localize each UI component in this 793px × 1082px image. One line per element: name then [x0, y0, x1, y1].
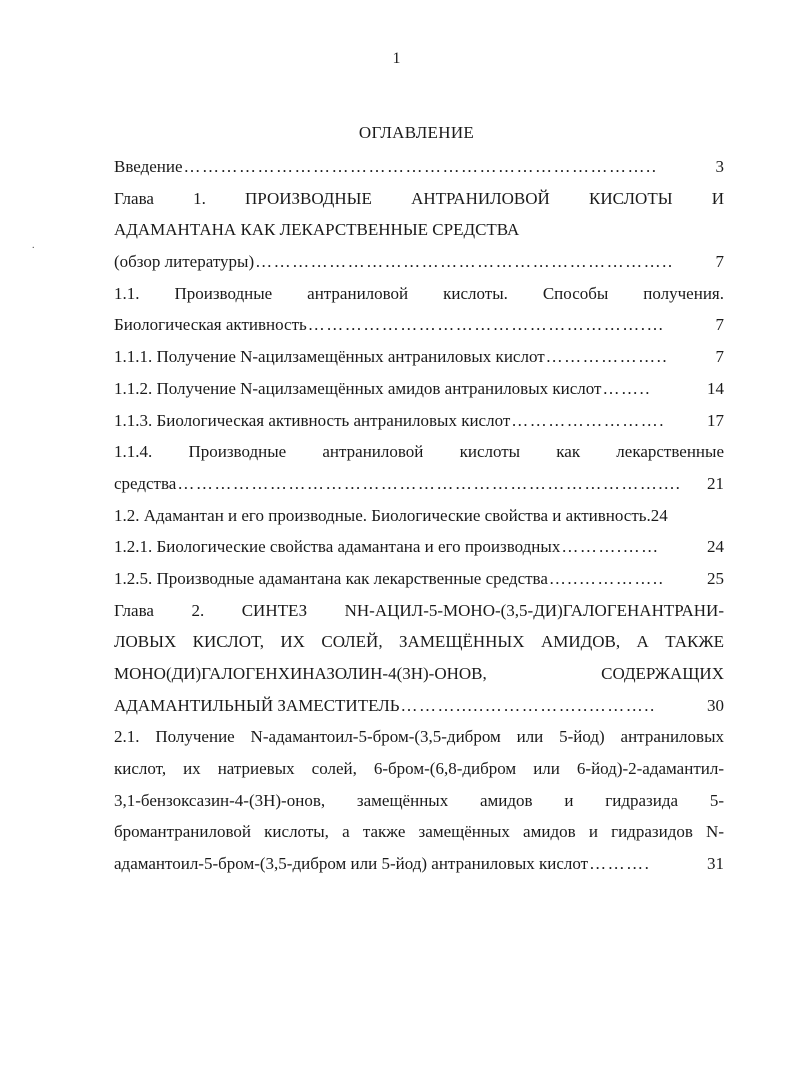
- toc-entry-text: Биологическая активность: [114, 315, 307, 335]
- toc-entry-text: 1.2.5. Производные адамантана как лекарственные средства: [114, 568, 548, 588]
- toc-line: Глава 1. ПРОИЗВОДНЫЕ АНТРАНИЛОВОЙ КИСЛОТЫ И: [114, 188, 724, 208]
- toc-entry-text: 1.1.2. Получение N-ацилзамещённых амидов антраниловых кислот: [114, 378, 602, 398]
- toc-line: [114, 531, 724, 563]
- toc-entry-text: средства: [114, 473, 177, 493]
- toc-dot-leader: ……………………………………………….…: [307, 315, 666, 335]
- toc-entry-text: 1.1.3. Биологическая активность антраниловых кислот: [114, 410, 511, 430]
- toc-line: [114, 690, 724, 722]
- toc-dot-leader: ……………………………………………………………………....: [177, 473, 682, 493]
- toc-page-number: 7: [715, 252, 724, 272]
- toc-line: [114, 468, 724, 500]
- toc-page-number: 25: [707, 568, 724, 588]
- toc-line: [114, 151, 724, 183]
- toc-line: бромантраниловой кислоты, а также замещённых амидов и гидразидов N-: [114, 822, 724, 842]
- toc-line: [114, 246, 724, 278]
- toc-page-number: 7: [715, 347, 724, 367]
- toc-line: 3,1-бензоксазин-4-(3Н)-онов, замещённых амидов и гидразида 5-: [114, 790, 724, 810]
- toc-entry-text: АДАМАНТИЛЬНЫЙ ЗАМЕСТИТЕЛЬ: [114, 695, 400, 715]
- toc-entry-text: Введение: [114, 157, 183, 176]
- toc-dot-leader: …..…………..: [548, 568, 665, 588]
- toc-line: 1.2. Адамантан и его производные. Биологические свойства и активность.24: [114, 505, 668, 525]
- toc-dot-leader: …………………………………………………………..: [255, 252, 674, 272]
- toc-page-number: 17: [707, 410, 724, 430]
- page-number: 1: [392, 50, 401, 67]
- toc-page-number: 30: [707, 695, 724, 715]
- toc-page-number: 3: [715, 157, 724, 176]
- toc-line: кислот, их натриевых солей, 6-бром-(6,8-дибром или 6-йод)-2-адамантил-: [114, 759, 724, 779]
- toc-line: 1.1.4. Производные антраниловой кислоты как лекарственные: [114, 442, 724, 462]
- toc-line: [114, 341, 724, 373]
- toc-entry-text: 1.2.1. Биологические свойства адамантана и его производных: [114, 537, 561, 557]
- toc-line: [114, 373, 724, 405]
- toc-line: 1.1. Производные антраниловой кислоты. Способы получения.: [114, 283, 724, 303]
- toc-dot-leader: ………………..: [545, 347, 669, 367]
- toc-line: Глава 2. СИНТЕЗ NH-АЦИЛ-5-МОНО-(3,5-ДИ)ГАЛОГЕНАНТРАНИ-: [114, 600, 724, 620]
- toc-dot-leader: ……..: [602, 378, 651, 398]
- toc-page-number: 24: [707, 537, 724, 557]
- toc-dot-leader: ……….: [589, 854, 651, 874]
- scan-speck: .: [32, 240, 35, 251]
- toc-dot-leader: ……….....……………..………..: [400, 695, 656, 715]
- toc-line: ЛОВЫХ КИСЛОТ, ИХ СОЛЕЙ, ЗАМЕЩЁННЫХ АМИДОВ, А ТАКЖЕ: [114, 632, 724, 652]
- toc-line: МОНО(ДИ)ГАЛОГЕНХИНАЗОЛИН-4(3Н)-ОНОВ, СОДЕРЖАЩИХ: [114, 664, 724, 683]
- toc-line: [114, 309, 724, 341]
- toc-line: [114, 563, 724, 595]
- toc-entry-text: (обзор литературы): [114, 252, 255, 272]
- toc-entry-text: 1.1.1. Получение N-ацилзамещённых антраниловых кислот: [114, 347, 545, 367]
- page-title: ОГЛАВЛЕНИЕ: [358, 123, 475, 142]
- table-of-contents: [114, 151, 724, 880]
- toc-line: 2.1. Получение N-адамантоил-5-бром-(3,5-дибром или 5-йод) антраниловых: [114, 727, 724, 747]
- toc-dot-leader: …………………….: [511, 410, 666, 430]
- toc-entry-text: адамантоил-5-бром-(3,5-дибром или 5-йод) антраниловых кислот: [114, 854, 589, 874]
- toc-page-number: 14: [707, 378, 724, 398]
- toc-page-number: 31: [707, 854, 724, 874]
- toc-line: [114, 405, 724, 437]
- toc-line: [114, 848, 724, 880]
- toc-page-number: 7: [715, 315, 724, 335]
- toc-dot-leader: …………………………………………………………………..: [183, 157, 658, 176]
- toc-dot-leader: ……….……: [561, 537, 660, 557]
- toc-page-number: 21: [707, 473, 724, 493]
- toc-line: АДАМАНТАНА КАК ЛЕКАРСТВЕННЫЕ СРЕДСТВА: [114, 220, 520, 240]
